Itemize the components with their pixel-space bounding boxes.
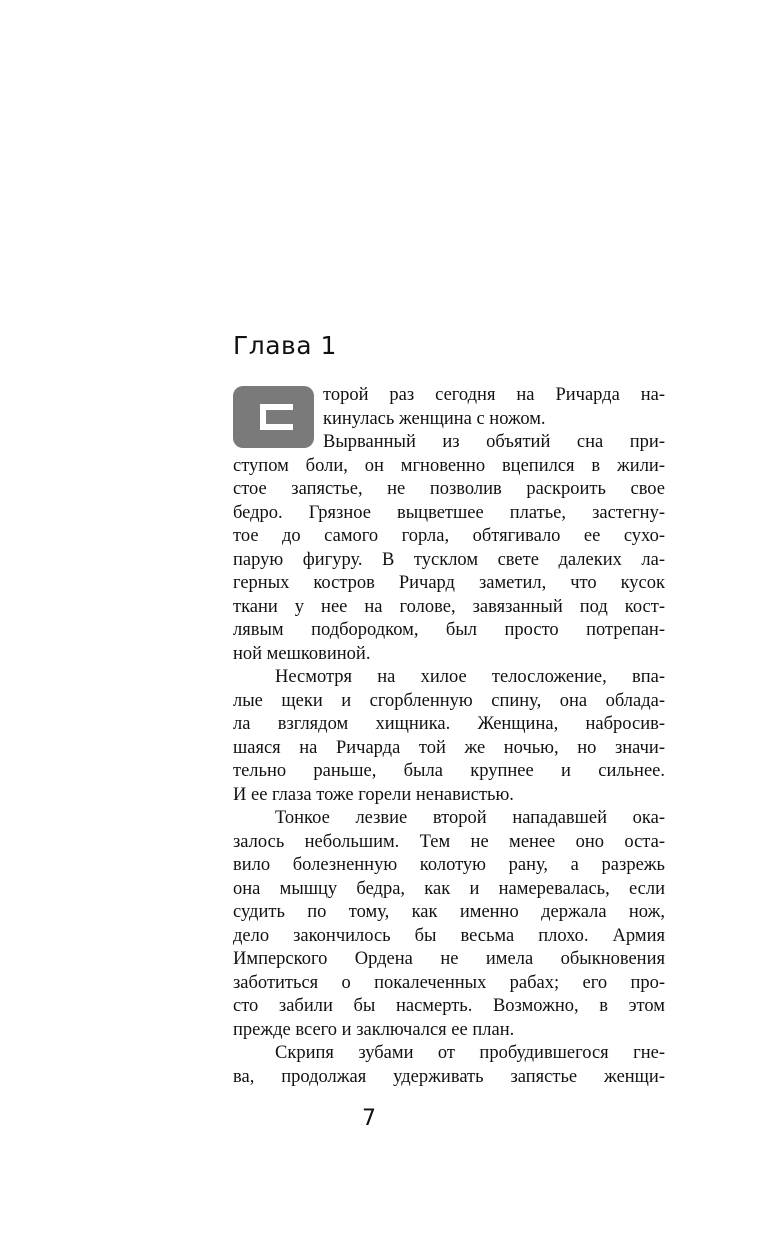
text-line: бедро. Грязное выцветшее платье, застегну- (233, 502, 665, 523)
chapter-title: Глава 1 (233, 331, 337, 360)
text-line: залось небольшим. Тем не менее оно оста- (233, 831, 665, 852)
text-line: прежде всего и заключался ее план. (233, 1019, 515, 1040)
text-line: кинулась женщина с ножом. (323, 408, 546, 429)
text-line: сто забили бы насмерть. Возможно, в этом (233, 996, 665, 1016)
text-line: торой раз сегодня на Ричарда на- (323, 385, 665, 405)
page-number: 7 (362, 1106, 376, 1131)
text-line: Скрипя зубами от пробудившегося гне- (275, 1043, 665, 1063)
text-line: герных костров Ричард заметил, что кусок (233, 573, 665, 593)
text-line: тельно раньше, была крупнее и сильнее. (233, 761, 665, 781)
text-line: шаяся на Ричарда той же ночью, но значи- (233, 737, 665, 758)
text-line: Вырванный из объятий сна при- (323, 432, 665, 452)
text-line: судить по тому, как именно держала нож, (233, 902, 665, 922)
text-line: стое запястье, не позволив раскроить свое (233, 479, 665, 499)
text-line: ткани у нее на голове, завязанный под кост- (233, 596, 665, 617)
text-line: дело закончилось бы весьма плохо. Армия (233, 925, 665, 946)
text-line: ла взглядом хищника. Женщина, набросив- (233, 714, 665, 734)
text-line: ступом боли, он мгновенно вцепился в жили- (233, 455, 665, 476)
text-line: вило болезненную колотую рану, а разрежь (233, 855, 665, 875)
body-text (233, 384, 665, 1089)
text-line: парую фигуру. В тусклом свете далеких ла- (233, 549, 665, 570)
text-line: ной мешковиной. (233, 643, 371, 664)
text-line: И ее глаза тоже горели ненавистью. (233, 784, 514, 805)
text-line: заботиться о покалеченных рабах; его про- (233, 972, 665, 993)
text-line: она мышцу бедра, как и намеревалась, если (233, 878, 665, 899)
text-line: тое до самого горла, обтягивало ее сухо- (233, 526, 665, 546)
text-line: ва, продолжая удерживать запястье женщи- (233, 1066, 665, 1087)
text-line: Несмотря на хилое телосложение, впа- (275, 667, 665, 687)
text-line: Имперского Ордена не имела обыкновения (233, 949, 665, 969)
text-line: лые щеки и сгорбленную спину, она облада- (233, 690, 665, 711)
text-line: Тонкое лезвие второй нападавшей ока- (275, 808, 665, 828)
text-line: лявым подбородком, был просто потрепан- (233, 620, 665, 640)
